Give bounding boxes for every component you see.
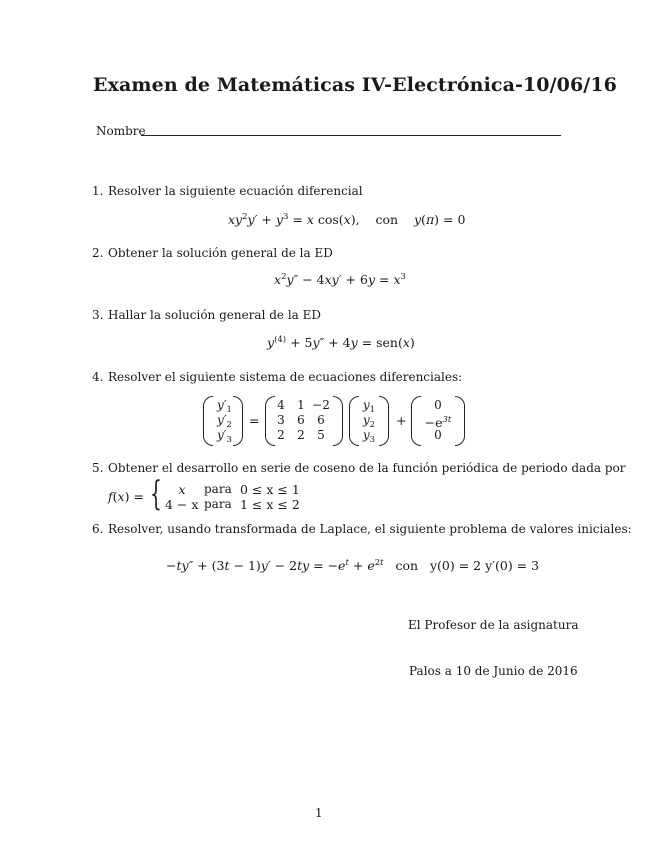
paren-right: [455, 396, 465, 446]
q3-text: Hallar la solución general de la ED: [108, 308, 322, 322]
piecewise-lhs: f(x) =: [108, 489, 144, 504]
matrix-cell: 6: [317, 413, 325, 427]
matrix-cell: 2: [297, 428, 305, 442]
piece2-cond: 1 ≤ x ≤ 2: [240, 497, 300, 512]
q2-number: 2.: [92, 246, 104, 260]
signature: El Profesor de la asignatura: [408, 618, 579, 632]
plus-sign: +: [396, 413, 407, 428]
matrix-cell: 3: [277, 413, 285, 427]
paren-right: [333, 396, 343, 446]
piece1-para: para: [204, 482, 232, 496]
q5-number: 5.: [92, 461, 104, 475]
matrix-cell: −2: [312, 398, 330, 412]
matrix-cell: 1: [297, 398, 305, 412]
q1-equation: $xy^2y' + y^3 = x$ cos(x), con y(π) = 0: [228, 212, 466, 227]
paren-left: [411, 396, 421, 446]
paren-left: [203, 396, 213, 446]
q2-equation: $x^2y'' - 4xy' + 6y = x^3$: [274, 272, 406, 287]
piece1-expr: x: [178, 482, 186, 497]
q2-text: Obtener la solución general de la ED: [108, 246, 333, 260]
piece2-para: para: [204, 497, 232, 511]
piece2-expr: 4 − x: [165, 497, 199, 512]
q3-equation: $y^{(4)} + 5y'' + 4y = sen(x)$: [267, 335, 415, 350]
q6-con: con: [395, 558, 419, 573]
matrix-cell: 6: [297, 413, 305, 427]
equals-sign: =: [249, 413, 260, 428]
q1-number: 1.: [92, 184, 104, 198]
left-brace: {: [150, 474, 162, 514]
q6-initial-conditions: y(0) = 2 y′(0) = 3: [429, 558, 540, 573]
q6-text: Resolver, usando transformada de Laplace, el siguiente problema de valores iniciales:: [108, 522, 632, 536]
paren-right: [379, 396, 389, 446]
forcing-exponent: 3t: [442, 415, 452, 425]
exam-title: Examen de Matemáticas IV-Electrónica-10/06/16: [93, 74, 617, 96]
forcing-entry: 0: [434, 428, 442, 442]
place-date: Palos a 10 de Junio de 2016: [409, 664, 578, 678]
forcing-vector: [423, 398, 453, 443]
name-label: Nombre: [96, 124, 146, 138]
paren-right: [233, 396, 243, 446]
q1-con: con: [375, 212, 399, 227]
coefficient-matrix: [271, 398, 331, 443]
page-number: 1: [315, 806, 323, 820]
q6-equation: $-ty'' + (3t - 1)y' - 2ty = -e^t + e^{2t}$ con y(0) = 2 y′(0) = 3: [166, 558, 540, 573]
name-line: [141, 135, 561, 136]
matrix-cell: 5: [317, 428, 325, 442]
q6-number: 6.: [92, 522, 104, 536]
q3-number: 3.: [92, 308, 104, 322]
piece1-cond: 0 ≤ x ≤ 1: [240, 482, 300, 497]
forcing-entry: −e: [424, 415, 443, 430]
matrix-cell: 4: [277, 398, 285, 412]
yprime-vector: $y'_1$ $y'_2$ $y'_3$: [217, 398, 232, 445]
q4-number: 4.: [92, 370, 104, 384]
paren-left: [349, 396, 359, 446]
q5-text: Obtener el desarrollo en serie de coseno de la función periódica de periodo dada por: [108, 461, 626, 475]
q1-text: Resolver la siguiente ecuación diferencial: [108, 184, 363, 198]
forcing-entry: 0: [434, 398, 442, 412]
y-vector: $y_1$ $y_2$ $y_3$: [362, 398, 376, 445]
q4-text: Resolver el siguiente sistema de ecuaciones diferenciales:: [108, 370, 463, 384]
matrix-cell: 2: [277, 428, 285, 442]
